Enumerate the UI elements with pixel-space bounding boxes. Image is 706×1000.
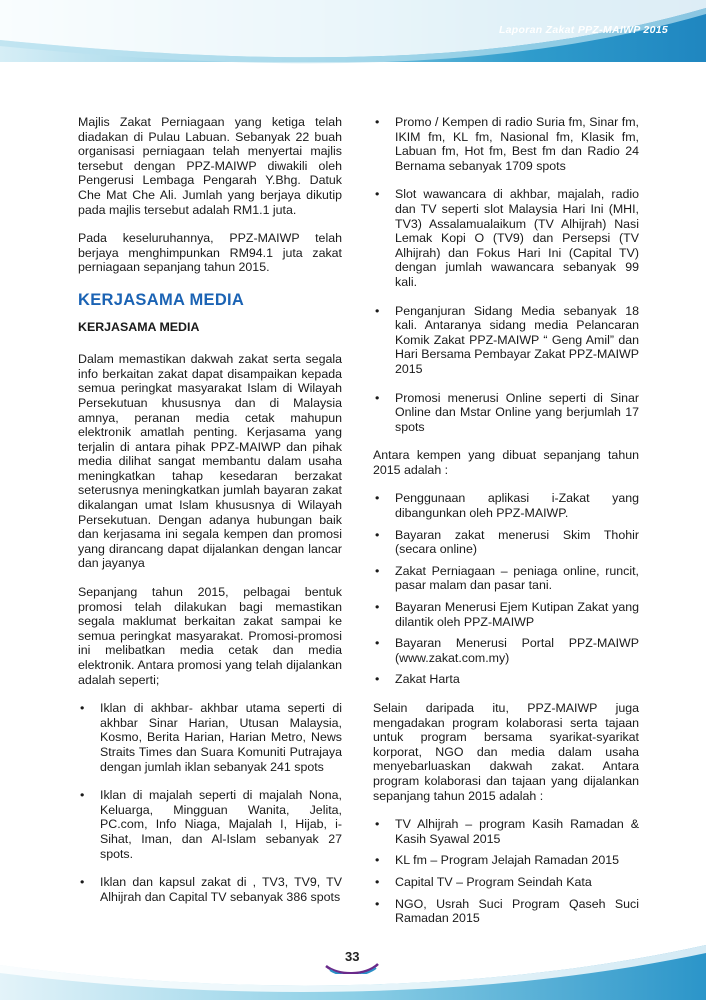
list-item: • Iklan di majalah seperti di majalah Nona, Keluarga, Mingguan Wanita, Jelita, PC.com, Info Niaga, Majalah I, Hijab, i-Sihat, Iman, dan Al-Islam sebanyak 27 spots. bbox=[78, 788, 342, 861]
paragraph: Dalam memastikan dakwah zakat serta segala info berkaitan zakat dapat disampaikan kepada semua peringkat masyarakat Islam di Wilayah Persekutuan khususnya dan di Malaysia amnya, peranan media cetak mahupun elektronik amatlah penting. Kerjasama yang terjalin di antara pihak PPZ-MAIWP dan pihak media dilihat sangat membantu dalam usaha meningkatkan tahap kesedaran berzakat seterusnya meningkatkan jumlah bayaran zakat dikalangan umat Islam khususnya di Wilayah Persekutuan. Dengan adanya hubungan baik dan kerjasama ini segala kempen dan promosi yang dirancang dapat dijalankan dengan lancar dan jayanya bbox=[78, 352, 342, 571]
promotion-list bbox=[78, 701, 342, 904]
paragraph: Antara kempen yang dibuat sepanjang tahun 2015 adalah : bbox=[373, 448, 639, 477]
paragraph: Pada keseluruhannya, PPZ-MAIWP telah berjaya menghimpunkan RM94.1 juta zakat perniagaan sepanjang tahun 2015. bbox=[78, 231, 342, 275]
paragraph: Selain daripada itu, PPZ-MAIWP juga mengadakan program kolaborasi serta tajaan untuk program bersama syarikat-syarikat korporat, NGO dan media dalam usaha menyebarluaskan dakwah zakat. Antara program kolaborasi dan tajaan yang dijalankan sepanjang tahun 2015 adalah : bbox=[373, 701, 639, 803]
list-item: • Penggunaan aplikasi i-Zakat yang dibangunkan oleh PPZ-MAIWP. bbox=[373, 491, 639, 520]
list-item: • Capital TV – Program Seindah Kata bbox=[373, 875, 639, 890]
campaign-list bbox=[373, 491, 639, 687]
list-item: • TV Alhijrah – program Kasih Ramadan & Kasih Syawal 2015 bbox=[373, 817, 639, 846]
list-item: • Promo / Kempen di radio Suria fm, Sinar fm, IKIM fm, KL fm, Nasional fm, Klasik fm, Labuan fm, Hot fm, Best fm dan Radio 24 Bernama sebanyak 1709 spots bbox=[373, 115, 639, 173]
list-item: • Bayaran Menerusi Ejem Kutipan Zakat yang dilantik oleh PPZ-MAIWP bbox=[373, 600, 639, 629]
paragraph: Majlis Zakat Perniagaan yang ketiga telah diadakan di Pulau Labuan. Sebanyak 22 buah organisasi perniagaan telah menyertai majlis tersebut dengan PPZ-MAIWP diwakili oleh Pengerusi Lembaga Pengarah Y.Bhg. Datuk Che Mat Che Ali. Jumlah yang berjaya dikutip pada majlis tersebut adalah RM1.1 juta. bbox=[78, 115, 342, 217]
list-item: • NGO, Usrah Suci Program Qaseh Suci Ramadan 2015 bbox=[373, 897, 639, 926]
page-number: 33 bbox=[345, 949, 360, 964]
section-title: KERJASAMA MEDIA bbox=[78, 290, 245, 309]
report-header-title: Laporan Zakat PPZ-MAIWP 2015 bbox=[498, 24, 668, 36]
list-item: • Bayaran zakat menerusi Skim Thohir (secara online) bbox=[373, 528, 639, 557]
media-promotion-list bbox=[373, 115, 639, 434]
list-item: • Zakat Harta bbox=[373, 672, 639, 687]
list-item: • Promosi menerusi Online seperti di Sinar Online dan Mstar Online yang berjumlah 17 spots bbox=[373, 391, 639, 435]
list-item: • Slot wawancara di akhbar, majalah, radio dan TV seperti slot Malaysia Hari Ini (MHI, TV3) Assalamualaikum (TV Alhijrah) Nasi Lemak Kopi O (TV9) dan Persepsi (TV Alhijrah) dan Fokus Hari Ini (Capital TV) dengan jumlah wawancara sebanyak 99 kali. bbox=[373, 187, 639, 289]
list-item: • KL fm – Program Jelajah Ramadan 2015 bbox=[373, 853, 639, 868]
list-item: • Zakat Perniagaan – peniaga online, runcit, pasar malam dan pasar tani. bbox=[373, 564, 639, 593]
list-item: • Bayaran Menerusi Portal PPZ-MAIWP (www.zakat.com.my) bbox=[373, 636, 639, 665]
right-column bbox=[373, 115, 639, 933]
paragraph: Sepanjang tahun 2015, pelbagai bentuk promosi telah dilakukan bagi memastikan segala maklumat berkaitan zakat sampai ke semua peringkat masyarakat. Promosi-promosi ini melibatkan media cetak dan media elektronik. Antara promosi yang telah dijalankan adalah seperti; bbox=[78, 585, 342, 687]
sub-title: KERJASAMA MEDIA bbox=[78, 319, 200, 334]
left-column bbox=[78, 115, 342, 918]
list-item: • Iklan dan kapsul zakat di , TV3, TV9, TV Alhijrah dan Capital TV sebanyak 386 spots bbox=[78, 875, 342, 904]
list-item: • Penganjuran Sidang Media sebanyak 18 kali. Antaranya sidang media Pelancaran Komik Zakat PPZ-MAIWP “ Geng Amil” dan Hari Bersama Pembayar Zakat PPZ-MAIWP 2015 bbox=[373, 304, 639, 377]
collaboration-list bbox=[373, 817, 639, 926]
list-item: • Iklan di akhbar- akhbar utama seperti di akhbar Sinar Harian, Utusan Malaysia, Kosmo, Berita Harian, Harian Metro, News Straits Times dan Suara Komuniti Putrajaya dengan jumlah iklan sebanyak 241 spots bbox=[78, 701, 342, 774]
